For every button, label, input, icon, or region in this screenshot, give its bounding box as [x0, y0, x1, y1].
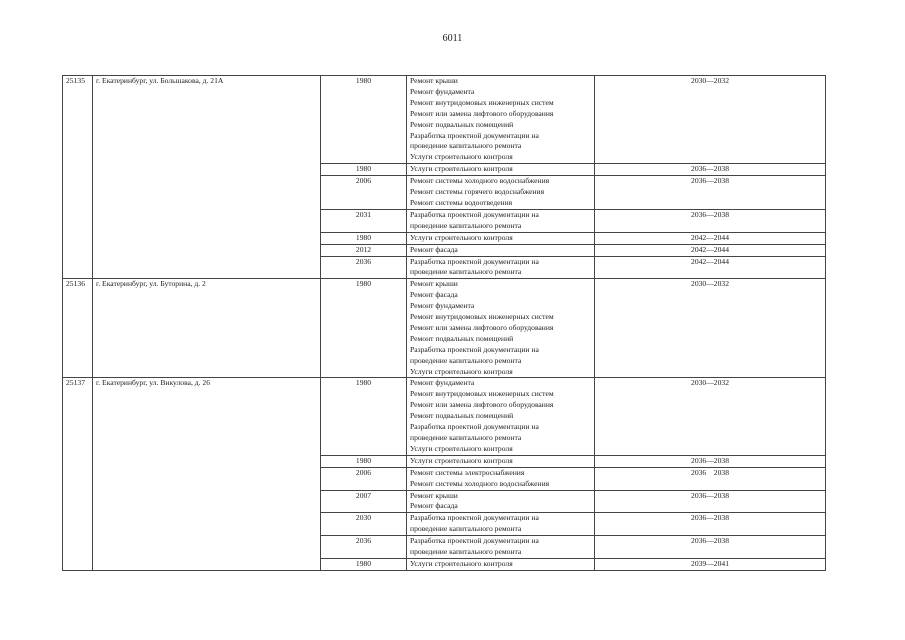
planned-period: 2042—2044: [595, 256, 826, 279]
planned-period: 2036 2038: [595, 467, 826, 490]
work-item: проведение капитального ремонта: [410, 141, 522, 151]
works-list: [407, 558, 595, 570]
work-item: Ремонт крыши: [410, 279, 458, 289]
planned-period: 2036—2038: [595, 513, 826, 536]
building-id: 25135: [63, 76, 93, 279]
works-list: [407, 455, 595, 467]
works-list: [407, 378, 595, 455]
work-item: Разработка проектной документации на: [410, 344, 539, 354]
planned-period: 2036—2038: [595, 209, 826, 232]
planned-period: 2036—2038: [595, 536, 826, 559]
page-number: 6011: [442, 33, 463, 44]
works-list: [407, 232, 595, 244]
work-item: Ремонт системы водоотведения: [410, 197, 513, 207]
work-item: проведение капитального ремонта: [410, 547, 522, 557]
work-item: Ремонт внутридомовых инженерных систем: [410, 389, 554, 399]
works-list: [407, 536, 595, 559]
works-list: [407, 256, 595, 279]
work-item: Ремонт или замена лифтового оборудования: [410, 108, 554, 118]
commissioning-year: 2006: [321, 467, 407, 490]
commissioning-year: 2012: [321, 244, 407, 256]
planned-period: 2030—2032: [595, 76, 826, 164]
work-item: Ремонт фасада: [410, 244, 458, 254]
work-item: Ремонт или замена лифтового оборудования: [410, 322, 554, 332]
work-item: Ремонт фундамента: [410, 378, 475, 388]
work-item: Ремонт или замена лифтового оборудования: [410, 400, 554, 410]
work-item: проведение капитального ремонта: [410, 355, 522, 365]
commissioning-year: 1980: [321, 164, 407, 176]
work-item: Ремонт системы горячего водоснабжения: [410, 187, 545, 197]
planned-period: 2039—2041: [595, 558, 826, 570]
work-item: Услуги строительного контроля: [410, 366, 513, 376]
commissioning-year: 1980: [321, 558, 407, 570]
work-item: Разработка проектной документации на: [410, 422, 539, 432]
planned-period: 2036—2038: [595, 176, 826, 210]
work-item: Ремонт фасада: [410, 290, 458, 300]
planned-period: 2042—2044: [595, 244, 826, 256]
works-list: [407, 164, 595, 176]
work-item: Услуги строительного контроля: [410, 232, 513, 242]
work-item: Ремонт системы холодного водоснабжения: [410, 478, 550, 488]
works-list: [407, 244, 595, 256]
work-item: Ремонт подвальных помещений: [410, 333, 514, 343]
work-item: Ремонт фундамента: [410, 301, 475, 311]
work-item: проведение капитального ремонта: [410, 524, 522, 534]
work-item: проведение капитального ремонта: [410, 220, 522, 230]
planned-period: 2030—2032: [595, 378, 826, 455]
work-item: Ремонт внутридомовых инженерных систем: [410, 97, 554, 107]
commissioning-year: 1980: [321, 378, 407, 455]
work-item: проведение капитального ремонта: [410, 267, 522, 277]
work-item: Услуги строительного контроля: [410, 152, 513, 162]
commissioning-year: 2036: [321, 536, 407, 559]
work-item: Услуги строительного контроля: [410, 455, 513, 465]
work-item: Ремонт подвальных помещений: [410, 411, 514, 421]
works-list: [407, 467, 595, 490]
commissioning-year: 1980: [321, 455, 407, 467]
table-row: [63, 76, 826, 164]
commissioning-year: 2007: [321, 490, 407, 513]
work-item: Ремонт фундамента: [410, 86, 475, 96]
works-list: [407, 176, 595, 210]
table-body: [63, 76, 826, 571]
works-list: [407, 209, 595, 232]
work-item: Ремонт системы холодного водоснабжения: [410, 176, 550, 186]
commissioning-year: 2030: [321, 513, 407, 536]
works-list: [407, 490, 595, 513]
work-item: Разработка проектной документации на: [410, 513, 539, 523]
work-item: Разработка проектной документации на: [410, 256, 539, 266]
work-item: Ремонт внутридомовых инженерных систем: [410, 312, 554, 322]
work-item: Ремонт системы электроснабжения: [410, 467, 525, 477]
commissioning-year: 2006: [321, 176, 407, 210]
work-item: Услуги строительного контроля: [410, 558, 513, 568]
building-id: 25136: [63, 279, 93, 378]
planned-period: 2042—2044: [595, 232, 826, 244]
planned-period: 2036—2038: [595, 164, 826, 176]
commissioning-year: 2036: [321, 256, 407, 279]
planned-period: 2036—2038: [595, 490, 826, 513]
work-item: Разработка проектной документации на: [410, 536, 539, 546]
work-item: Разработка проектной документации на: [410, 130, 539, 140]
works-list: [407, 279, 595, 378]
table-row: [63, 378, 826, 455]
planned-period: 2036—2038: [595, 455, 826, 467]
works-list: [407, 513, 595, 536]
commissioning-year: 1980: [321, 232, 407, 244]
work-item: Ремонт крыши: [410, 76, 458, 85]
commissioning-year: 1980: [321, 76, 407, 164]
building-address: г. Екатеринбург, ул. Большакова, д. 21А: [93, 76, 321, 279]
work-item: Ремонт фасада: [410, 501, 458, 511]
building-address: г. Екатеринбург, ул. Буторина, д. 2: [93, 279, 321, 378]
commissioning-year: 2031: [321, 209, 407, 232]
work-item: Услуги строительного контроля: [410, 164, 513, 174]
planned-period: 2030—2032: [595, 279, 826, 378]
work-item: проведение капитального ремонта: [410, 433, 522, 442]
work-item: Разработка проектной документации на: [410, 209, 539, 219]
commissioning-year: 1980: [321, 279, 407, 378]
works-list: [407, 76, 595, 164]
table-row: [63, 279, 826, 378]
work-item: Услуги строительного контроля: [410, 443, 513, 453]
work-item: Ремонт крыши: [410, 490, 458, 500]
repair-schedule-table: [62, 75, 826, 571]
work-item: Ремонт подвальных помещений: [410, 119, 514, 129]
building-id: 25137: [63, 378, 93, 570]
building-address: г. Екатеринбург, ул. Викулова, д. 26: [93, 378, 321, 570]
